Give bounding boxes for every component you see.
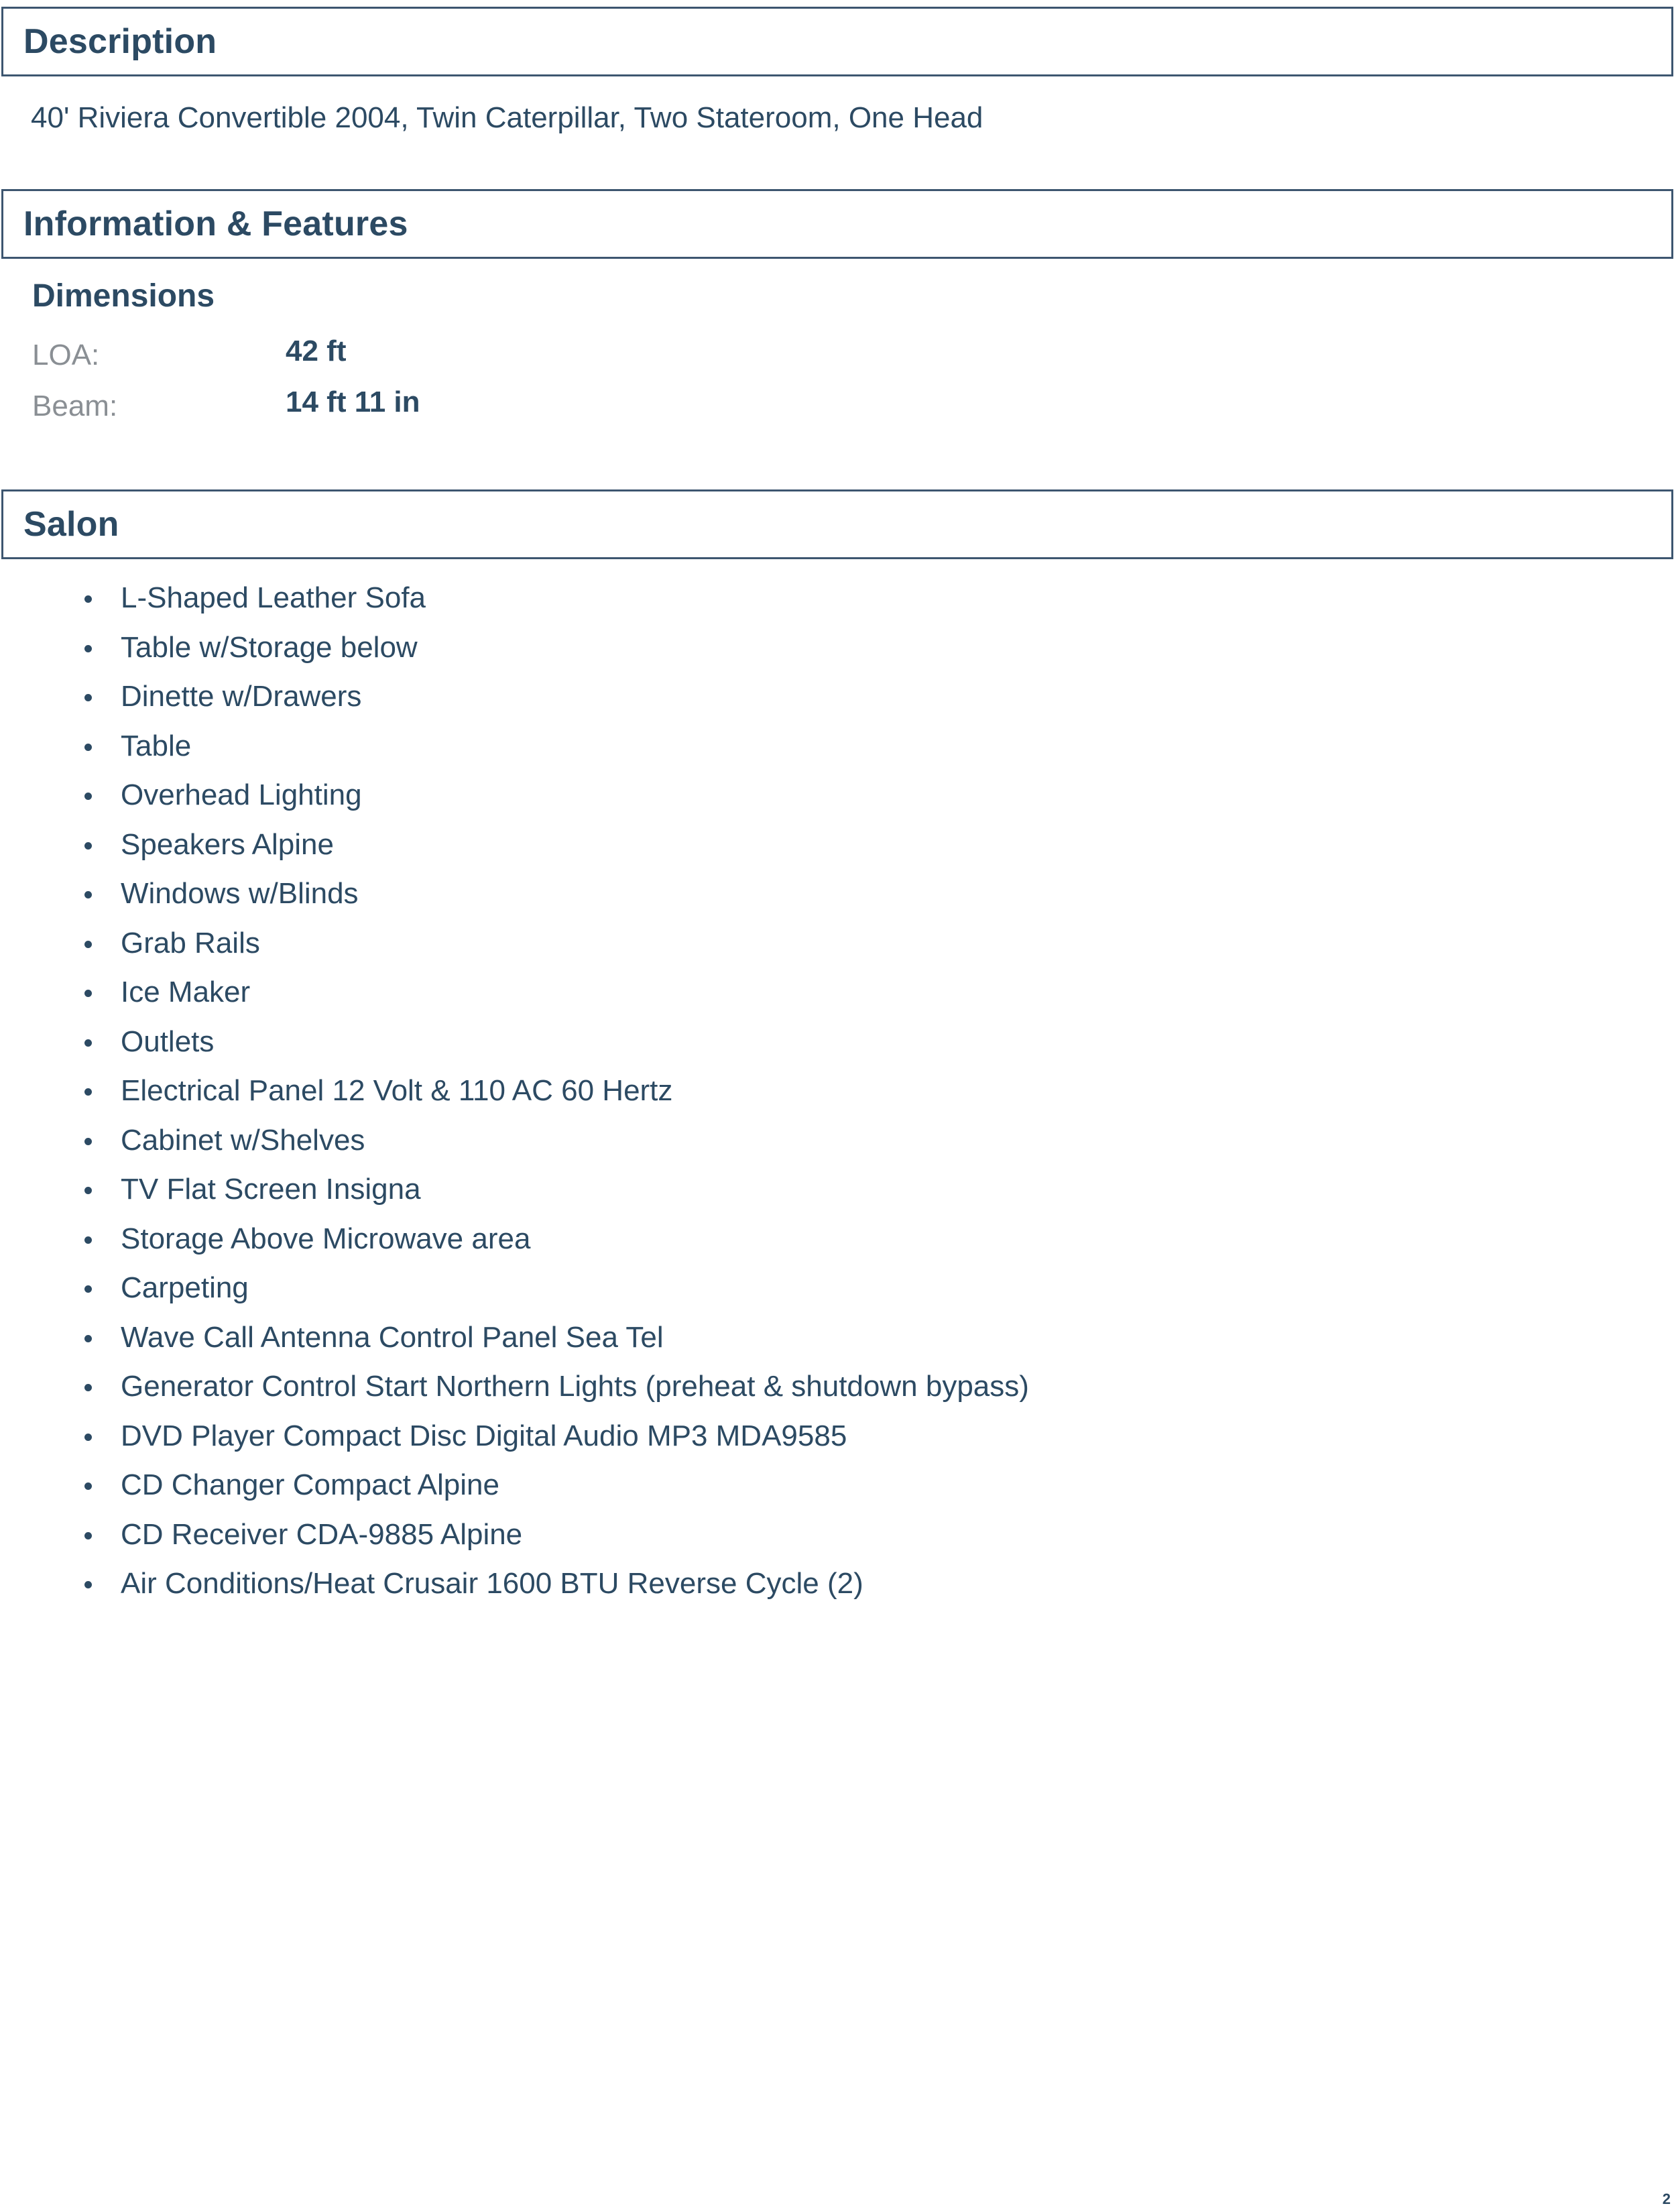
bullet-icon	[84, 1581, 92, 1588]
bullet-icon	[84, 1335, 92, 1342]
salon-section-header	[1, 489, 1673, 559]
list-item-text: Wave Call Antenna Control Panel Sea Tel	[121, 1320, 664, 1354]
description-text: 40' Riviera Convertible 2004, Twin Caterpillar, Two Stateroom, One Head	[31, 101, 983, 134]
bullet-icon	[84, 1384, 92, 1391]
description-title: Description	[23, 22, 217, 61]
list-item-text: Overhead Lighting	[121, 778, 362, 811]
list-item-text: Outlets	[121, 1025, 215, 1058]
bullet-icon	[84, 1482, 92, 1490]
bullet-icon	[84, 1532, 92, 1539]
bullet-icon	[84, 1187, 92, 1194]
list-item-text: Windows w/Blinds	[121, 877, 359, 910]
list-item-text: DVD Player Compact Disc Digital Audio MP3 MDA9585	[121, 1419, 847, 1452]
bullet-icon	[84, 1138, 92, 1145]
bullet-icon	[84, 1088, 92, 1096]
list-item-text: Generator Control Start Northern Lights (preheat & shutdown bypass)	[121, 1370, 1029, 1403]
list-item-text: Table	[121, 729, 192, 762]
bullet-icon	[84, 694, 92, 701]
list-item-text: Table w/Storage below	[121, 630, 418, 664]
list-item-text: Carpeting	[121, 1271, 249, 1304]
list-item-text: Speakers Alpine	[121, 827, 334, 861]
list-item-text: Electrical Panel 12 Volt & 110 AC 60 Hertz	[121, 1074, 673, 1107]
loa-label: LOA:	[32, 339, 100, 371]
list-item-text: Air Conditions/Heat Crusair 1600 BTU Reverse Cycle (2)	[121, 1567, 863, 1600]
bullet-icon	[84, 990, 92, 997]
bullet-icon	[84, 1434, 92, 1441]
bullet-icon	[84, 842, 92, 850]
bullet-icon	[84, 793, 92, 800]
beam-label: Beam:	[32, 390, 118, 422]
list-item-text: L-Shaped Leather Sofa	[121, 581, 426, 614]
beam-value: 14 ft 11 in	[286, 386, 420, 418]
bullet-icon	[84, 744, 92, 751]
list-item-text: Grab Rails	[121, 926, 260, 959]
dimensions-heading: Dimensions	[32, 278, 215, 314]
list-item-text: Dinette w/Drawers	[121, 680, 362, 713]
bullet-icon	[84, 1039, 92, 1047]
list-item-text: Storage Above Microwave area	[121, 1222, 531, 1255]
bullet-icon	[84, 595, 92, 603]
info-title: Information & Features	[23, 205, 408, 243]
list-item-text: CD Receiver CDA-9885 Alpine	[121, 1517, 523, 1551]
bullet-icon	[84, 1236, 92, 1244]
page-number: 2	[1662, 2191, 1671, 2207]
bullet-icon	[84, 1285, 92, 1293]
info-section-header	[1, 189, 1673, 259]
bullet-icon	[84, 941, 92, 948]
spec-row-beam	[32, 386, 703, 426]
list-item-text: CD Changer Compact Alpine	[121, 1468, 499, 1501]
list-item-text: Cabinet w/Shelves	[121, 1123, 365, 1157]
salon-title: Salon	[23, 505, 119, 544]
spec-row-loa	[32, 335, 703, 375]
list-item-text: TV Flat Screen Insigna	[121, 1173, 421, 1206]
loa-value: 42 ft	[286, 335, 347, 367]
bullet-icon	[84, 891, 92, 898]
bullet-icon	[84, 645, 92, 652]
description-section-header	[1, 7, 1673, 76]
list-item-text: Ice Maker	[121, 976, 251, 1008]
